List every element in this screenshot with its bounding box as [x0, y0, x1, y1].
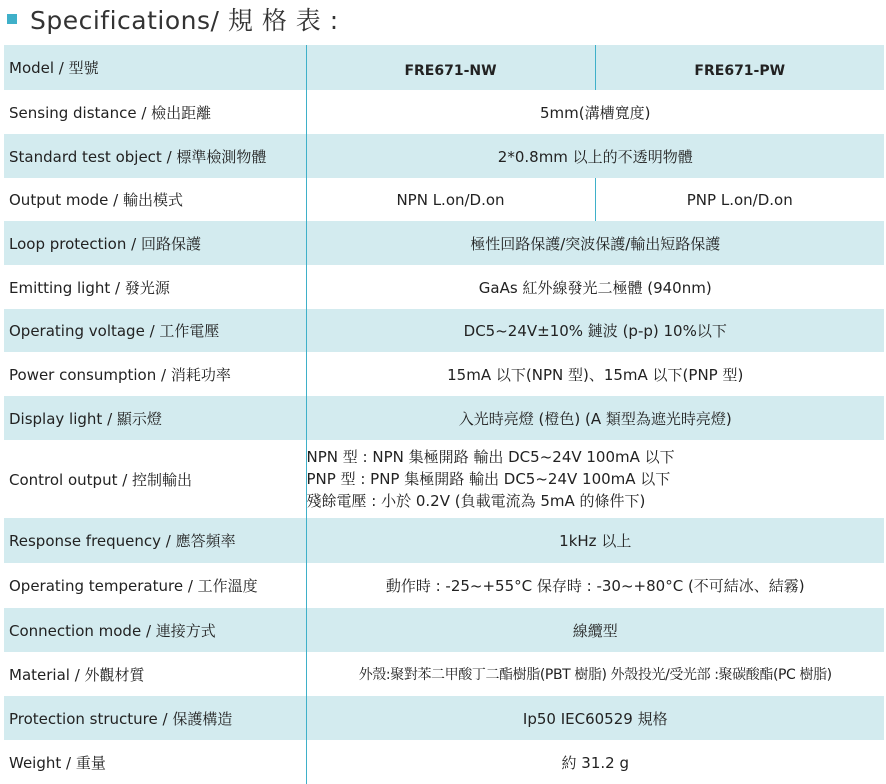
row-value: 5mm(溝槽寬度) — [540, 103, 651, 122]
row-value: 外殼:聚對苯二甲酸丁二酯樹脂(PBT 樹脂) 外殼投光/受光部 :聚碳酸酯(PC 樹脂) — [358, 667, 832, 683]
control-line-residual: 殘餘電壓 : 小於 0.2V (負載電流為 5mA 的條件下) — [306, 492, 646, 510]
spec-table — [4, 45, 884, 784]
model-pw: FRE671-PW — [595, 45, 884, 90]
table-row-protection — [4, 696, 884, 740]
row-label: Standard test object / 標準檢測物體 — [4, 134, 306, 178]
table-row-object — [4, 134, 884, 178]
row-value: 入光時亮燈 (橙色) (A 類型為遮光時亮燈) — [306, 396, 884, 440]
row-label: Operating temperature / 工作溫度 — [4, 563, 306, 608]
row-value: 15mA 以下(NPN 型)、15mA 以下(PNP 型) — [447, 365, 744, 384]
table-row-sensing — [4, 90, 884, 134]
table-row-control — [4, 440, 884, 518]
model-nw: FRE671-NW — [306, 45, 595, 90]
row-label: Material / 外觀材質 — [4, 652, 306, 696]
row-label: Weight / 重量 — [4, 740, 306, 784]
row-value: DC5~24V±10% 鏈波 (p-p) 10%以下 — [306, 309, 884, 352]
row-label: Connection mode / 連接方式 — [4, 608, 306, 652]
row-value — [306, 440, 884, 518]
row-label: Output mode / 輸出模式 — [4, 178, 306, 221]
page-title: Specifications/ 規 格 表 : — [30, 6, 339, 35]
output-pnp: PNP L.on/D.on — [686, 190, 793, 209]
row-label: Display light / 顯示燈 — [4, 396, 306, 440]
row-label: Power consumption / 消耗功率 — [4, 352, 306, 396]
table-row-model — [4, 45, 884, 90]
output-npn: NPN L.on/D.on — [306, 178, 595, 221]
table-row-voltage — [4, 309, 884, 352]
table-row-response — [4, 518, 884, 563]
row-label: Response frequency / 應答頻率 — [4, 518, 306, 563]
bullet-square-icon — [7, 14, 17, 24]
row-value: GaAs 紅外線發光二極體 (940nm) — [478, 278, 712, 297]
row-value: 2*0.8mm 以上的不透明物體 — [306, 134, 884, 178]
row-value: 動作時 : -25~+55°C 保存時 : -30~+80°C (不可結冰、結霧) — [385, 577, 805, 595]
table-row-weight — [4, 740, 884, 784]
row-value: Ip50 IEC60529 規格 — [306, 696, 884, 740]
row-label: Control output / 控制輸出 — [4, 440, 306, 518]
row-label: Operating voltage / 工作電壓 — [4, 309, 306, 352]
control-line-pnp: PNP 型 : PNP 集極開路 輸出 DC5~24V 100mA 以下 — [306, 470, 671, 488]
row-label: Model / 型號 — [4, 45, 306, 90]
row-value: 極性回路保護/突波保護/輸出短路保護 — [306, 221, 884, 265]
row-value: 約 31.2 g — [561, 753, 629, 772]
row-label: Sensing distance / 檢出距離 — [4, 90, 306, 134]
control-line-npn: NPN 型 : NPN 集極開路 輸出 DC5~24V 100mA 以下 — [306, 448, 675, 466]
table-row-power — [4, 352, 884, 396]
table-row-loop — [4, 221, 884, 265]
section-heading — [4, 0, 339, 38]
table-row-connection — [4, 608, 884, 652]
row-label: Loop protection / 回路保護 — [4, 221, 306, 265]
row-label: Emitting light / 發光源 — [4, 265, 306, 309]
table-row-display — [4, 396, 884, 440]
table-row-material — [4, 652, 884, 696]
table-row-light — [4, 265, 884, 309]
row-value: 1kHz 以上 — [306, 518, 884, 563]
table-row-output — [4, 178, 884, 221]
row-value: 線纜型 — [306, 608, 884, 652]
table-row-temperature — [4, 563, 884, 608]
row-label: Protection structure / 保護構造 — [4, 696, 306, 740]
